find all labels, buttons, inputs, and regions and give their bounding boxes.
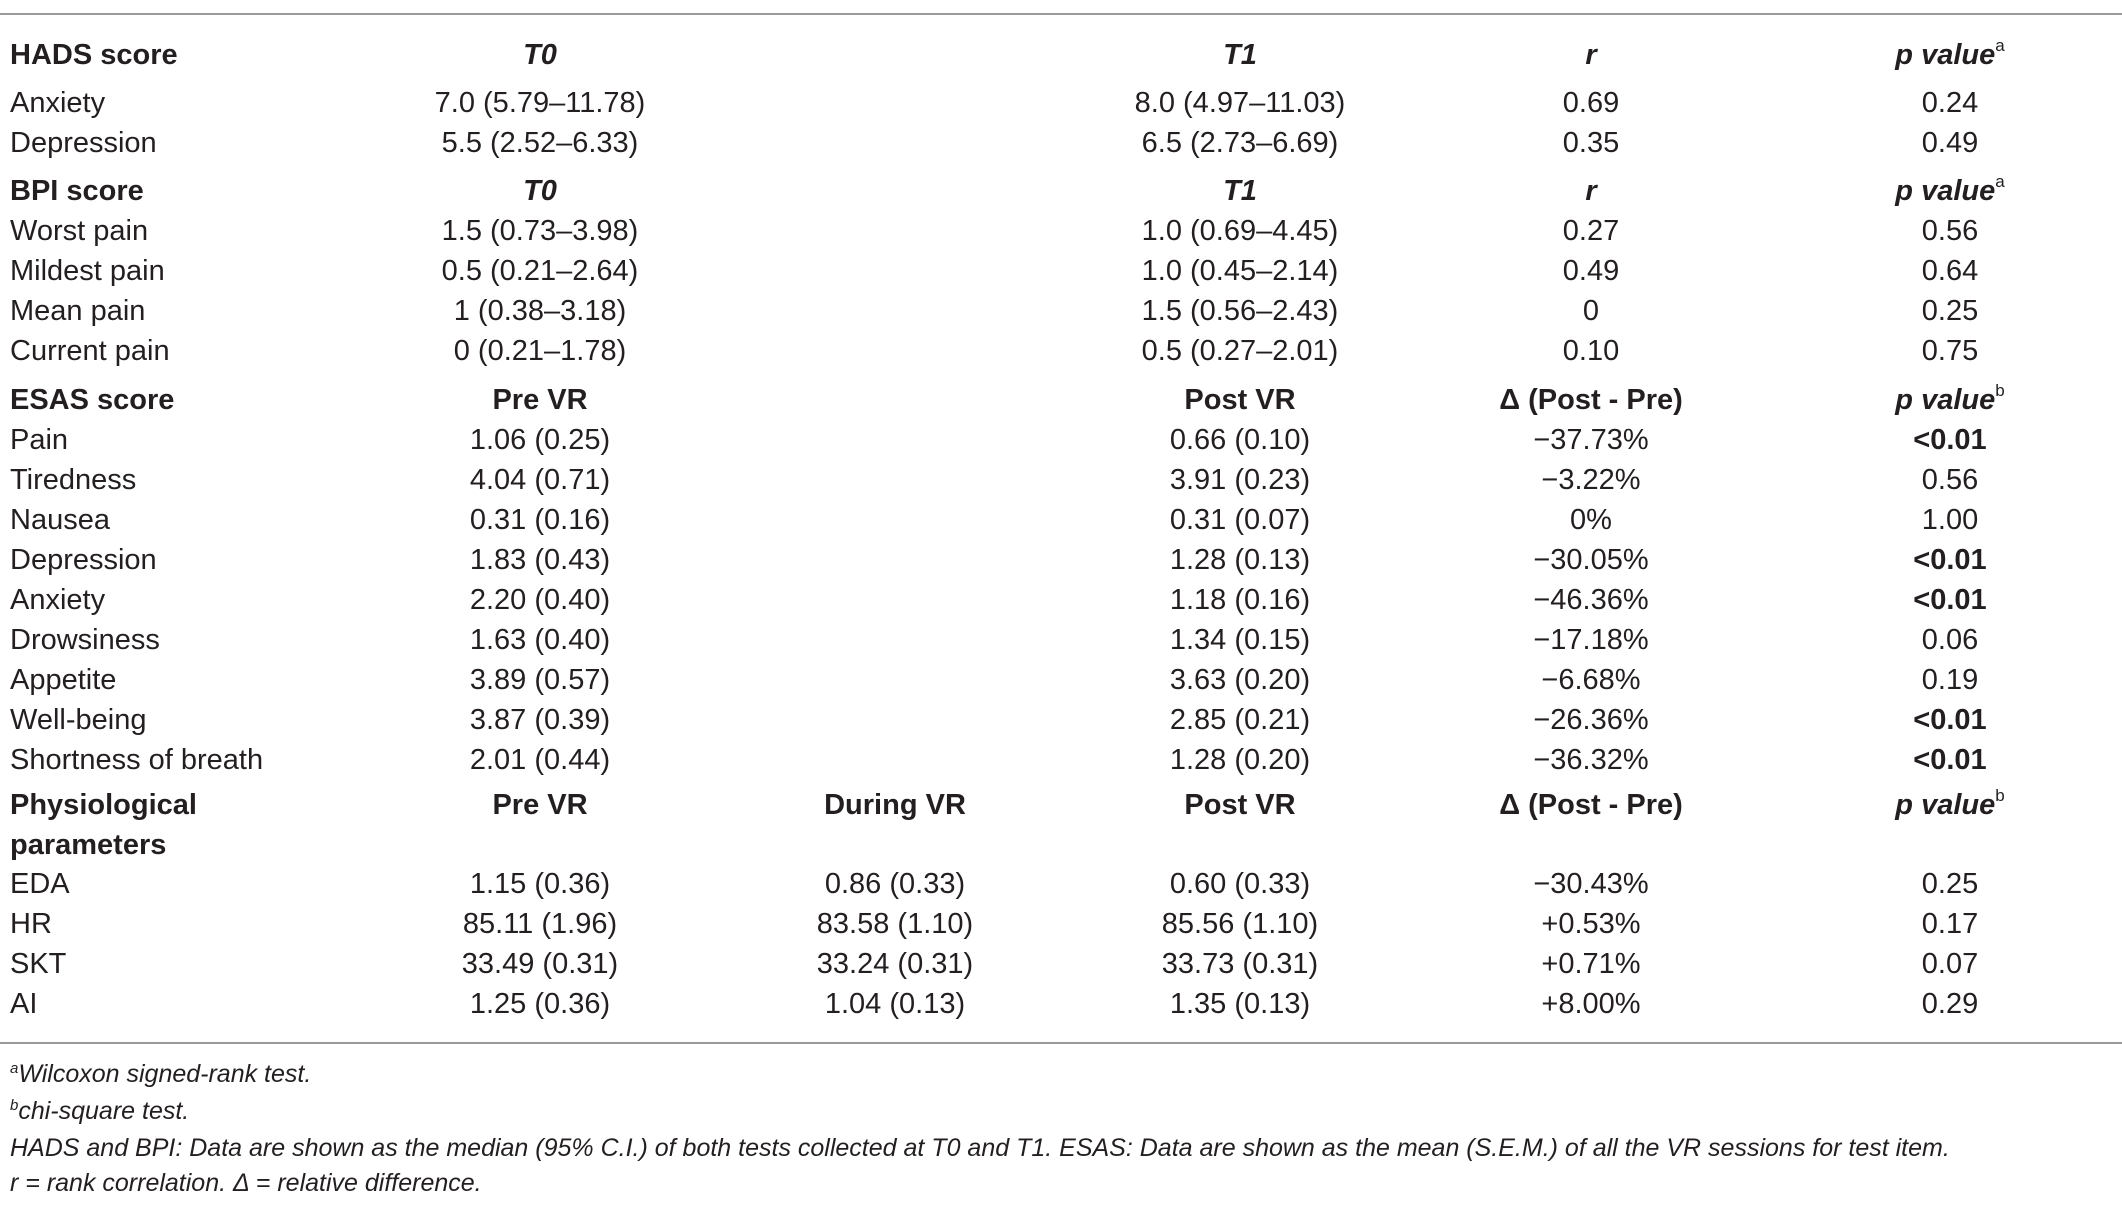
section-header-hads bbox=[0, 35, 2122, 75]
footnote-note-1: HADS and BPI: Data are shown as the median (95% C.I.) of both tests collected at T0 and T1. ESAS: Data are shown as the mean (S.E.M.) of all the VR sessions for test item. bbox=[10, 1134, 1950, 1162]
table-row: Anxiety 7.0 (5.79–11.78) 8.0 (4.97–11.03) 0.69 0.24 bbox=[10, 87, 1979, 119]
table-row: SKT 33.49 (0.31) 33.24 (0.31) 33.73 (0.31) +0.71% 0.07 bbox=[10, 948, 1979, 980]
header-col-5: p value$^a$ bbox=[1895, 36, 2005, 71]
table-row: Current pain 0 (0.21–1.78) 0.5 (0.27–2.01) 0.10 0.75 bbox=[10, 335, 1979, 367]
footnote-note-2: r = rank correlation. Δ = relative difference. bbox=[10, 1169, 482, 1197]
table-row: Tiredness 4.04 (0.71) 3.91 (0.23) −3.22% 0.56 bbox=[10, 464, 1979, 496]
header-col-3: T1 bbox=[1223, 39, 1257, 71]
table-row: Pain 1.06 (0.25) 0.66 (0.10) −37.73% <0.01 bbox=[10, 424, 1987, 456]
table-top-rule bbox=[0, 13, 2122, 15]
footnote-a: $^a$Wilcoxon signed-rank test. bbox=[10, 1060, 312, 1088]
table-row: HR 85.11 (1.96) 83.58 (1.10) 85.56 (1.10) +0.53% 0.17 bbox=[10, 908, 1979, 940]
header-col-4: r bbox=[1585, 39, 1597, 71]
footnote-b: $^b$chi-square test. bbox=[10, 1097, 190, 1125]
table-row: EDA 1.15 (0.36) 0.86 (0.33) 0.60 (0.33) −30.43% 0.25 bbox=[10, 868, 1979, 900]
table-row: Depression 5.5 (2.52–6.33) 6.5 (2.73–6.69) 0.35 0.49 bbox=[10, 127, 1979, 159]
header-col-1: T0 bbox=[523, 39, 557, 71]
table-row: Mildest pain 0.5 (0.21–2.64) 1.0 (0.45–2.14) 0.49 0.64 bbox=[10, 255, 1979, 287]
section-header-esas: ESAS score Pre VR Post VR Δ (Post - Pre) p value$^b$ bbox=[0, 380, 2122, 420]
header-label: Physiological bbox=[10, 789, 197, 821]
table-row: Well-being 3.87 (0.39) 2.85 (0.21) −26.36% <0.01 bbox=[10, 704, 1987, 736]
table-row: Depression 1.83 (0.43) 1.28 (0.13) −30.05% <0.01 bbox=[10, 544, 1987, 576]
table-row: Worst pain 1.5 (0.73–3.98) 1.0 (0.69–4.45) 0.27 0.56 bbox=[10, 215, 1979, 247]
header-label: HADS score bbox=[10, 39, 178, 71]
header-label: ESAS score bbox=[10, 384, 175, 416]
table-row: AI 1.25 (0.36) 1.04 (0.13) 1.35 (0.13) +8.00% 0.29 bbox=[10, 988, 1979, 1020]
section-header-physiological-line2: parameters bbox=[10, 829, 167, 861]
table-row: Nausea 0.31 (0.16) 0.31 (0.07) 0% 1.00 bbox=[10, 504, 1979, 536]
table-row: Shortness of breath 2.01 (0.44) 1.28 (0.20) −36.32% <0.01 bbox=[10, 744, 1987, 776]
table-row: Mean pain 1 (0.38–3.18) 1.5 (0.56–2.43) 0 0.25 bbox=[10, 295, 1979, 327]
table-bottom-rule bbox=[0, 1042, 2122, 1044]
table-row: Drowsiness 1.63 (0.40) 1.34 (0.15) −17.18% 0.06 bbox=[10, 624, 1979, 656]
section-header-physiological: Physiological Pre VR During VR Post VR Δ (Post - Pre) p value$^b$ bbox=[0, 785, 2122, 825]
header-label: BPI score bbox=[10, 175, 144, 207]
table-row: Anxiety 2.20 (0.40) 1.18 (0.16) −46.36% <0.01 bbox=[10, 584, 1987, 616]
table-row: Appetite 3.89 (0.57) 3.63 (0.20) −6.68% 0.19 bbox=[10, 664, 1979, 696]
section-header-bpi: BPI score T0 T1 r p value$^a$ bbox=[0, 171, 2122, 211]
